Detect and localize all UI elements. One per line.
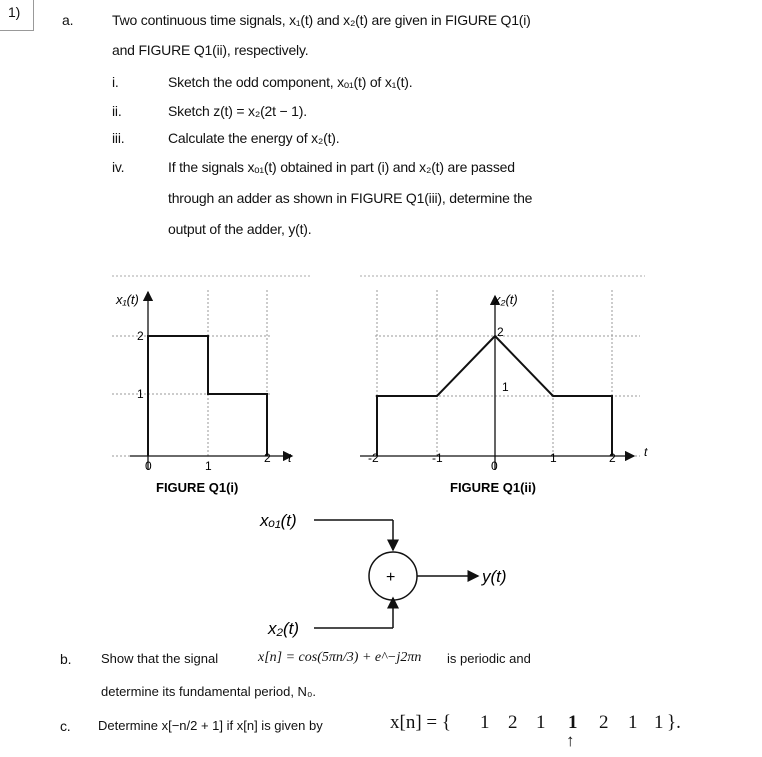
seq-val-0: 1 (480, 712, 490, 733)
seq-val-4: 2 (599, 712, 609, 733)
fig1-t-label: t (288, 451, 292, 465)
fig1-xtick-1: 1 (205, 459, 212, 473)
question-number: 1) (8, 4, 21, 20)
fig2-xtick-0: 0 (491, 459, 498, 473)
fig2-xtick-2: 2 (609, 451, 616, 465)
fig2-caption: FIGURE Q1(ii) (450, 480, 536, 495)
adder-input-bottom: x₂(t) (268, 619, 300, 638)
part-a-label: a. (62, 12, 74, 28)
fig1-ytick-2: 2 (137, 329, 144, 343)
fig2-y-label: x₂(t) (494, 292, 518, 307)
item-iv-text-line1: If the signals xₒ₁(t) obtained in part (i) and x₂(t) are passed (168, 159, 515, 175)
adder-diagram (259, 511, 507, 638)
item-i-num: i. (112, 74, 119, 90)
item-ii-text: Sketch z(t) = x₂(2t − 1). (168, 103, 307, 119)
seq-val-3-origin: 1 (568, 712, 578, 733)
fig1-xtick-0: 0 (145, 459, 152, 473)
item-i-text: Sketch the odd component, xₒ₁(t) of x₁(t). (168, 74, 413, 90)
item-iv-text-line2: through an adder as shown in FIGURE Q1(iii), determine the (168, 190, 533, 206)
part-c-text: Determine x[−n/2 + 1] if x[n] is given by (98, 718, 323, 733)
adder-output: y(t) (482, 567, 507, 586)
fig2-t-label: t (644, 445, 648, 459)
seq-val-5: 1 (628, 712, 638, 733)
part-b-line2: determine its fundamental period, N₀. (101, 684, 316, 699)
part-c-label: c. (60, 718, 71, 734)
fig1-y-label: x₁(t) (116, 292, 139, 307)
seq-val-1: 2 (508, 712, 518, 733)
fig2-xtick-m2: -2 (368, 451, 379, 465)
origin-arrow-icon: ↑ (566, 731, 575, 750)
figure2-plot (360, 276, 648, 495)
fig2-xtick-1: 1 (550, 451, 557, 465)
fig1-xtick-2: 2 (264, 451, 271, 465)
part-a-intro-line2: and FIGURE Q1(ii), respectively. (112, 42, 309, 58)
part-c-seq-suffix: }. (667, 712, 681, 733)
part-a-intro-line1: Two continuous time signals, x₁(t) and x₂(t) are given in FIGURE Q1(i) (112, 12, 531, 28)
item-ii-num: ii. (112, 103, 122, 119)
seq-val-2: 1 (536, 712, 546, 733)
fig2-xtick-m1: -1 (432, 451, 443, 465)
fig2-ytick-1: 1 (502, 380, 509, 394)
part-b-label: b. (60, 651, 72, 667)
fig1-caption: FIGURE Q1(i) (156, 480, 239, 495)
part-b-line1-prefix: Show that the signal (101, 651, 219, 666)
part-b-line1-suffix: is periodic and (447, 651, 531, 666)
part-c-seq-prefix: x[n] = { (390, 712, 451, 733)
fig1-ytick-1: 1 (137, 387, 144, 401)
item-iii-num: iii. (112, 130, 125, 146)
item-iv-num: iv. (112, 159, 125, 175)
seq-val-6: 1 (654, 712, 664, 733)
part-b-formula: x[n] = cos(5πn/3) + e^−j2πn (258, 650, 422, 665)
item-iv-text-line3: output of the adder, y(t). (168, 221, 312, 237)
figure1-plot (112, 276, 312, 495)
adder-symbol: + (386, 569, 396, 586)
item-iii-text: Calculate the energy of x₂(t). (168, 130, 340, 146)
fig2-ytick-2: 2 (497, 325, 504, 339)
adder-input-top: xₒ₁(t) (260, 511, 297, 530)
